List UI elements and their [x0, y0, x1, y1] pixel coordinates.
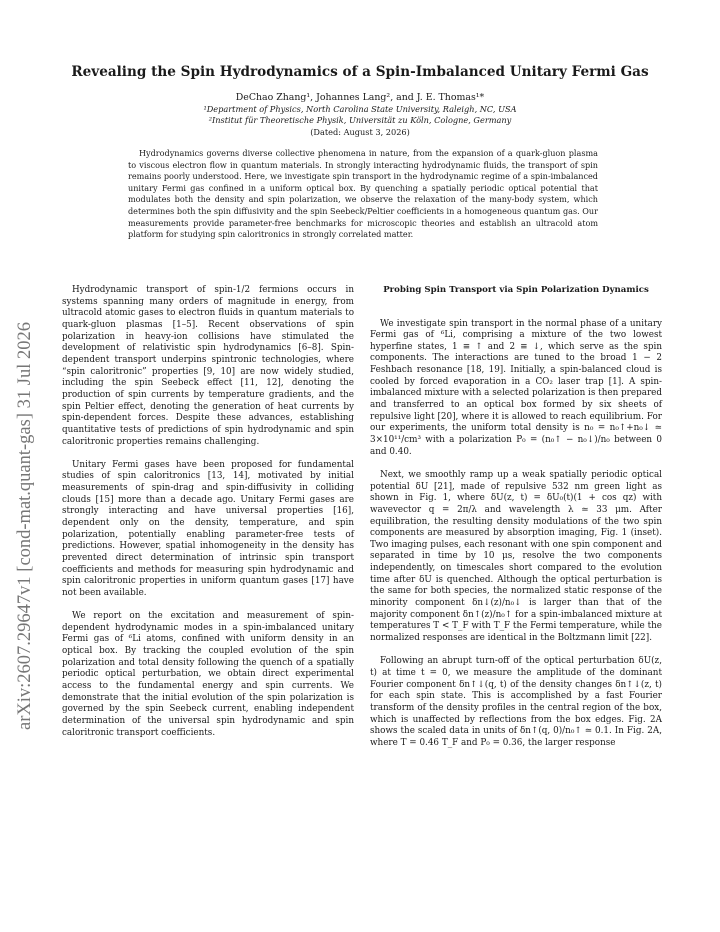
section-heading: Probing Spin Transport via Spin Polarization Dynamics	[383, 285, 649, 295]
body-paragraph: Hydrodynamic transport of spin-1/2 fermions occurs in systems spanning many orders of magnitude in energy, from ultracold atomic gases to electron fluids in quantum materials to quark-gluon plasmas [1–5]. Recent observations of spin polarization in heavy-ion collisions have stimulated the development of relativistic spin hydrodynamics [6–8]. Spin-dependent transport underpins spintronic technologies, where “spin caloritronic” properties [9, 10] are now widely studied, including the spin Seebeck effect [11, 12], denoting the production of spin currents by temperature gradients, and the spin Peltier effect, denoting the generation of heat currents by spin-dependent forces. Despite these advances, establishing quantitative tests of predictions of spin hydrodynamic and spin caloritronic properties remains challenging.	[62, 285, 354, 447]
affiliation-1: ¹Department of Physics, North Carolina State University, Raleigh, NC, USA	[203, 104, 517, 114]
affiliation-2: ²Institut für Theoretische Physik, Universität zu Köln, Cologne, Germany	[208, 115, 512, 125]
abstract: Hydrodynamics governs diverse collective phenomena in nature, from the expansion of a quark-gluon plasma to viscous electron flow in quantum materials. In strongly interacting hydrodynamic fluids, the transport of spin remains poorly understood. Here, we investigate spin transport in the hydrodynamic regime of a spin-imbalanced unitary Fermi gas confined in a uniform optical box. By quenching a spatially periodic optical potential that modulates both the density and spin polarization, we observe the relaxation of the many-body system, which determines both the spin diffusivity and the spin Seebeck/Peltier coefficients in a homogeneous quantum gas. Our measurements provide parameter-free benchmarks for microscopic theories and establish an ultracold atom platform for studying spin caloritronics in strongly correlated matter.	[128, 148, 598, 240]
left-column	[62, 285, 354, 751]
body-paragraph: We report on the excitation and measurement of spin-dependent hydrodynamic modes in a spin-imbalanced unitary Fermi gas of ⁶Li atoms, confined with uniform density in an optical box. By tracking the coupled evolution of the spin polarization and total density following the quench of a spatially periodic optical perturbation, we obtain direct experimental access to the fundamental energy and spin currents. We demonstrate that the initial evolution of the spin polarization is governed by the spin Seebeck current, enabling independent determination of the universal spin hydrodynamic and spin caloritronic transport coefficients.	[62, 611, 354, 738]
body-paragraph: We investigate spin transport in the normal phase of a unitary Fermi gas of ⁶Li, comprising a mixture of the two lowest hyperfine states, 1 ≡ ↑ and 2 ≡ ↓, which serve as the spin components. The interactions are tuned to the broad 1 − 2 Feshbach resonance [18, 19]. Initially, a spin-balanced cloud is cooled by forced evaporation in a CO₂ laser trap [1]. A spin-imbalanced mixture with a selected polarization is then prepared and transferred to an optical box formed by six sheets of repulsive light [20], where it is allowed to reach equilibrium. For our experiments, the uniform total density is n₀ = n₀↑+n₀↓ ≃ 3×10¹¹/cm³ with a polarization P₀ = (n₀↑ − n₀↓)/n₀ between 0 and 0.40.	[370, 318, 662, 457]
paper-title: Revealing the Spin Hydrodynamics of a Spin-Imbalanced Unitary Fermi Gas	[71, 64, 649, 80]
author-list: DeChao Zhang¹, Johannes Lang², and J. E. Thomas¹*	[235, 92, 485, 103]
body-paragraph: Next, we smoothly ramp up a weak spatially periodic optical potential δU [21], made of repulsive 532 nm green light as shown in Fig. 1, where δU(z, t) = δU₀(t)(1 + cos qz) with wavevector q = 2π/λ and wavelength λ ≃ 33 μm. After equilibration, the resulting density modulations of the two spin components are measured by absorption imaging, Fig. 1 (inset). Two imaging pulses, each resonant with one spin component and separated in time by 10 μs, resolve the two components independently, on timescales short compared to the evolution time after δU is quenched. Although the optical perturbation is the same for both species, the normalized static response of the minority component δn↓(z)/n₀↓ is larger than that of the majority component δn↑(z)/n₀↑ for a spin-imbalanced mixture at temperatures T < T_F with T_F the Fermi temperature, while the normalized responses are identical in the Boltzmann limit [22].	[370, 469, 662, 644]
right-column	[370, 285, 662, 761]
body-paragraph: Unitary Fermi gases have been proposed for fundamental studies of spin caloritronics [13, 14], motivated by initial measurements of spin-drag and spin-diffusivity in colliding clouds [15] more than a decade ago. Unitary Fermi gases are strongly interacting and have universal properties [16], dependent only on the density, temperature, and spin polarization, potentially enabling parameter-free tests of predictions. However, spatial inhomogeneity in the density has prevented direct determination of intrinsic spin transport coefficients and methods for measuring spin hydrodynamic and spin caloritronic properties in uniform quantum gases [17] have not been available.	[62, 459, 354, 598]
arxiv-identifier: arXiv:2607.29647v1 [cond-mat.quant-gas] 31 Jul 2026	[15, 322, 35, 730]
date-line: (Dated: August 3, 2026)	[310, 127, 410, 137]
body-paragraph: Following an abrupt turn-off of the optical perturbation δU(z, t) at time t = 0, we measure the amplitude of the dominant Fourier component δn↑↓(q, t) of the density changes δn↑↓(z, t) for each spin state. This is accomplished by a fast Fourier transform of the density profiles in the central region of the box, which is unaffected by reflections from the box edges. Fig. 2A shows the scaled data in units of δn↑(q, 0)/n₀↑ ≃ 0.1. In Fig. 2A, where T = 0.46 T_F and P₀ = 0.36, the larger response	[370, 656, 662, 748]
